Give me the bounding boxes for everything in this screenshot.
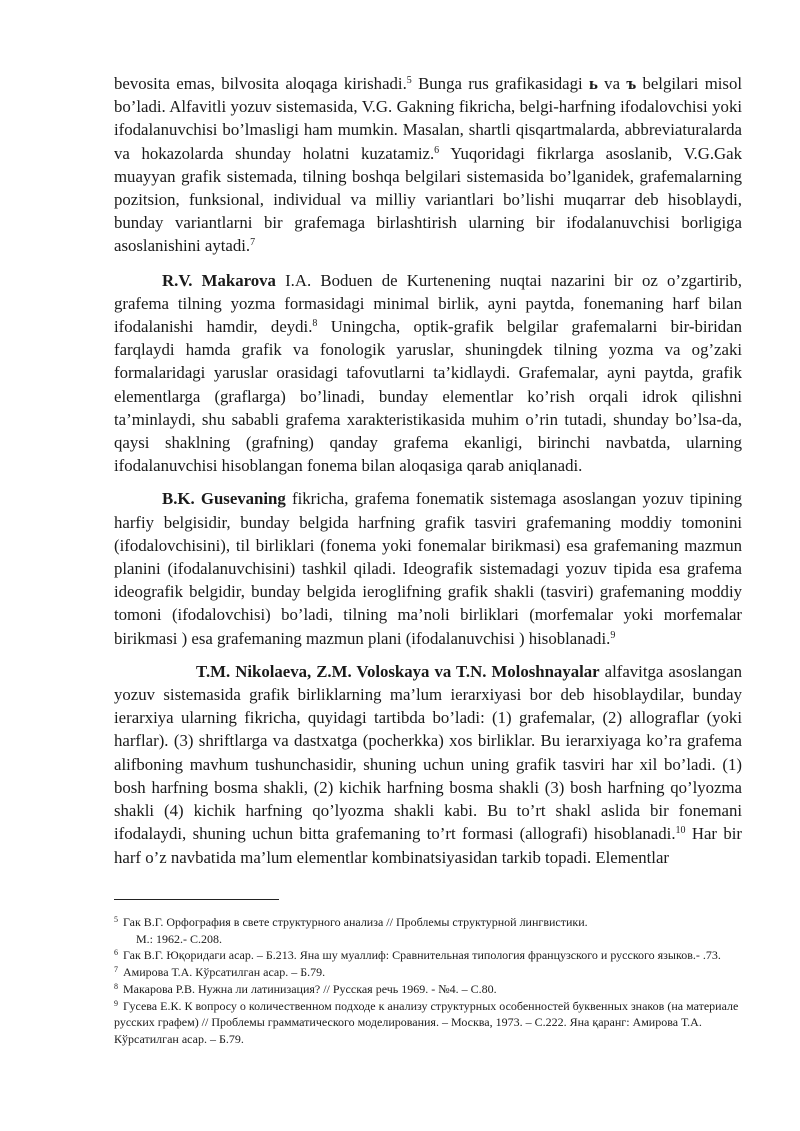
paragraph-guseva [114, 487, 742, 649]
document-body [114, 72, 742, 879]
footnote-number: 9 [114, 998, 118, 1008]
footnote-6 [114, 947, 744, 964]
footnote-number: 5 [114, 915, 118, 924]
footnote-separator [114, 899, 279, 900]
text-run: Uningcha, optik-grafik belgilar grafemalarni bir-biridan farqlaydi hamda grafik va fonologik yaruslar, shuningdek tilning yozma va og’zaki formalaridagi yaruslar orasidagi tafovutlarni ta’kidlaydi. Grafemalar, ayni paytda, grafik elementlarga (graflarga) bo’linadi, bunday elementlar ko’rish orqali idrok qilishni ta’minlaydi, shu sababli grafema xarakteristikasida muhim o’rin tutadi, shunday bo’lsa-da, qaysi shaklning (grafning) qanday grafema ekanligi, birinchi navbatda, ularning ifodalanuvchisi hisoblangan fonema bilan aloqasiga qarab aniqlanadi. [114, 317, 742, 476]
bold-text: R.V. Makarova [162, 270, 276, 290]
text-run: Yuqoridagi fikrlarga asoslanib, V.G.Gak muayyan grafik sistemada, tilning boshqa belgilari sistemasida bo’lganidek, grafemalarning pozitsion, funksional, individual va milliy variantlari bo’lishi muqarrar deb hisoblaydi, bunday variantlarni bir grafemaga birlashtirish ularning bir ifodalanuvchisi borligiga asoslanishini aytadi. [114, 143, 742, 256]
footnote-number: 8 [114, 981, 118, 991]
footnote-text: Гак В.Г. Орфография в свете структурного анализа // Проблемы структурной лингвистики. [123, 915, 588, 929]
text-run: va [597, 74, 627, 93]
footnote-text: Амирова Т.А. Кўрсатилган асар. – Б.79. [123, 965, 326, 980]
footnote-ref[interactable]: 7 [250, 237, 256, 249]
text-run: fikricha, grafema fonematik sistemaga asoslangan yozuv tipining harfiy belgisidir, bunday belgida harfning grafik tasviri grafemaning moddiy tomonini (ifodalovchisini), til birliklari (fonema yoki fonemalar birikmasi) esa grafemaning mazmun planini (ifodalanuvchisini) tashkil qiladi. Ideografik sistemadagi yozuv tipida esa grafema ideografik belgidir, bunday belgida ieroglifning grafik shakli (tasviri) grafemaning moddiy tomoni (ifodalovchisi) bo’ladi, tilning ma’noli birliklari (morfemalar yoki morfemalar birikmasi ) esa grafemaning mazmun plani (ifodalanuvchisi ) hisoblanadi. [114, 489, 742, 648]
footnote-8 [114, 981, 744, 998]
footnote-text: Макарова Р.В. Нужна ли латинизация? // Русская речь 1969. - №4. – С.80. [123, 981, 497, 996]
text-run: Har bir harf o’z navbatida ma’lum elementlar kombinatsiyasidan tarkib topadi. Elementlar [114, 824, 743, 867]
text-run: belgilari misol bo’ladi. Alfavitli yozuv sistemasida, V.G. Gakning fikricha, belgi-harfning ifodalovchisi yoki ifodalanuvchisi bo’lmasligi ham mumkin. Masalan, shartli qisqartmalarda, abbreviaturalarda va hokazolarda shunday holatni kuzatamiz. [114, 74, 742, 163]
bold-text: ъ [626, 74, 637, 93]
bold-text: T.M. Nikolaeva, Z.M. Voloskaya va T.N. Moloshnayalar [196, 661, 600, 681]
footnote-ref[interactable]: 5 [406, 75, 412, 86]
text-run: I.A. Boduen de Kurtenening nuqtai nazarini bir oz o’zgartirib, grafema tilning yozma formasidagi minimal birlik, ayni paytda, fonemaning harf bilan ifodalanishi hamdir, deydi. [114, 270, 742, 337]
footnote-ref[interactable]: 8 [312, 318, 318, 330]
footnote-ref[interactable]: 6 [434, 144, 440, 156]
footnote-number: 6 [114, 948, 118, 958]
text-run: Bunga rus grafikasidagi [411, 74, 589, 93]
footnote-5 [114, 914, 744, 947]
bold-text: ь [588, 74, 598, 93]
text-run: bevosita emas, bilvosita aloqaga kirishadi. [114, 74, 407, 93]
footnote-9 [114, 998, 744, 1048]
footnote-ref[interactable]: 9 [610, 629, 616, 641]
text-run: alfavitga asoslangan yozuv sistemasida grafik birliklarning ma’lum ierarxiyasi bor deb hisoblaydilar, bunday ierarxiya ularning fikricha, quyidagi tartibda bo’ladi: (1) grafemalar, (2) allograflar (yoki harflar). (3) shriftlarga va dastxatga (pocherkka) xos birliklar. Bu ierarxiyaga ko’ra grafema alifboning mavhum tushunchasidir, shuning uchun uning grafik tasviri har xil bo’ladi. (1) bosh harfning bosma shakli, (2) kichik harfning bosma shakli (3) bosh harfning qo’lyozma shakli (4) kichik harfning qo’lyozma shakli kabi. Bu to’rt shakl aslida bir fonemani ifodalaydi, shuning uchun bitta grafemaning to’rt formasi (allografi) hisoblanadi. [114, 661, 743, 844]
bold-text: B.K. Gusevaning [162, 489, 286, 509]
footnote-text-continued: М.: 1962.- С.208. [136, 931, 223, 946]
footnote-text: Гусева Е.К. К вопросу о количественном подходе к анализу структурных особенностей буквенных знаков (на материале русских графем) // Проблемы грамматического моделирования. – Москва, 1973. – С.222. Яна қаранг: Амирова Т.А. Кўрсатилган асар. – Б.79. [114, 998, 739, 1046]
footnote-7 [114, 964, 744, 981]
paragraph-makarova [114, 269, 742, 478]
paragraph-nikolaeva [114, 660, 742, 869]
paragraph-1 [114, 72, 742, 258]
footnote-text: Гак В.Г. Юқоридаги асар. – Б.213. Яна шу муаллиф: Сравнительная типология французского и русского языков.- .73. [123, 948, 721, 963]
footnote-ref[interactable]: 10 [675, 825, 686, 837]
footnote-number: 7 [114, 965, 118, 975]
footnotes [114, 914, 744, 1048]
